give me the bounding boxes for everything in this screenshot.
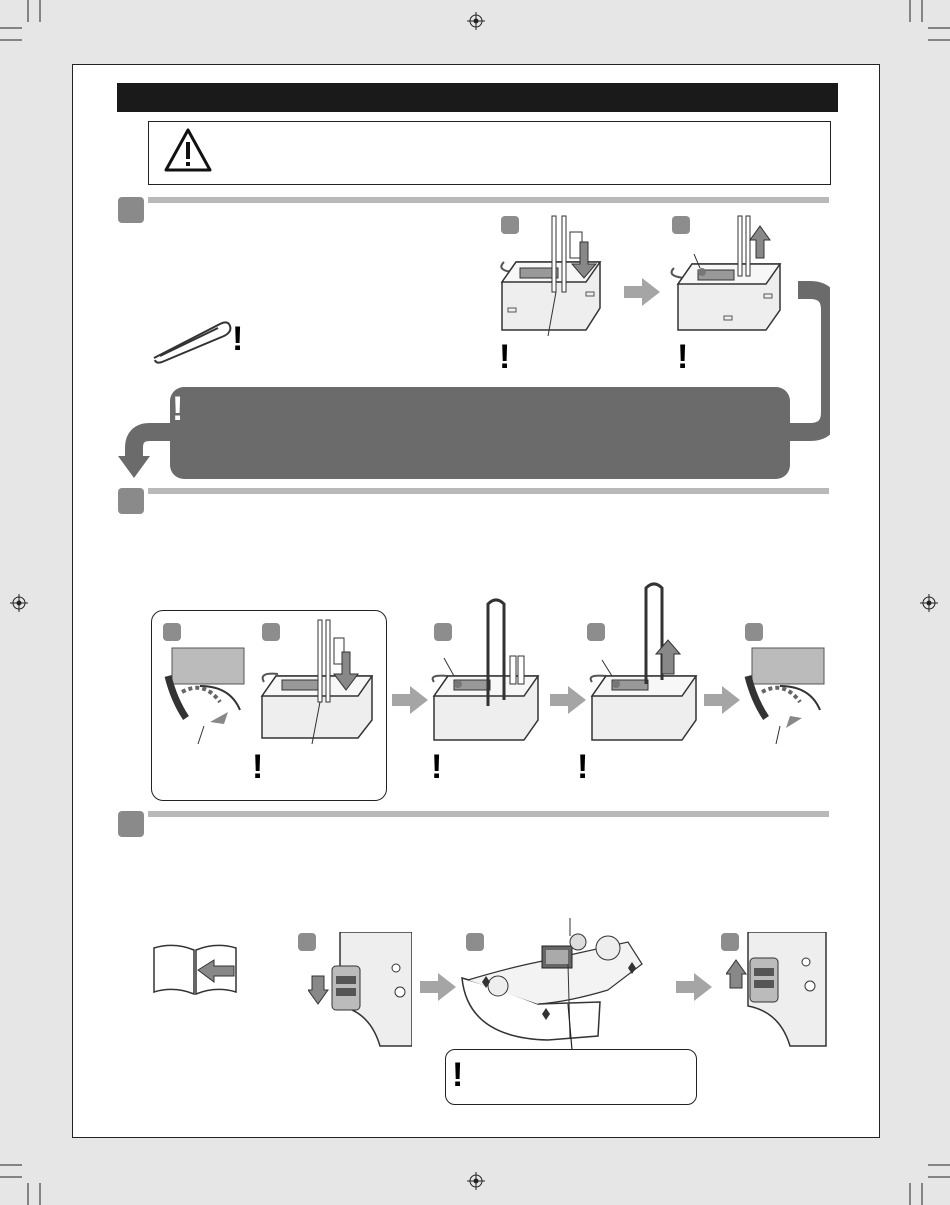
- crosshair-registration-icon: [920, 594, 938, 612]
- rc-car-chassis-illustration: [458, 918, 648, 1048]
- exclamation-icon: !: [499, 338, 511, 376]
- crosshair-registration-icon: [467, 1172, 485, 1190]
- step-badge: [745, 623, 763, 641]
- right-arrow-icon: [550, 686, 586, 714]
- section-2-badge: [118, 488, 144, 514]
- warning-box: [148, 121, 831, 185]
- right-arrow-icon: [392, 686, 428, 714]
- section-3-badge: [118, 811, 144, 837]
- receiver-illustration: [426, 596, 546, 746]
- exclamation-icon: !: [677, 338, 689, 376]
- transmitter-switch-illustration: [726, 932, 830, 1048]
- section-1-rule: [148, 197, 829, 203]
- title-bar: [117, 83, 838, 112]
- receiver-illustration: [584, 580, 704, 746]
- right-arrow-icon: [420, 973, 456, 1001]
- right-arrow-icon: [704, 686, 740, 714]
- exclamation-icon: !: [172, 390, 184, 428]
- section-3-rule: [148, 811, 829, 817]
- section-2-rule: [148, 488, 829, 494]
- exclamation-icon: !: [431, 748, 443, 786]
- step-badge: [163, 623, 181, 641]
- transmitter-trigger-illustration: [740, 646, 828, 746]
- exclamation-icon: !: [252, 748, 264, 786]
- receiver-illustration: [254, 618, 380, 748]
- note-connector: [566, 1004, 582, 1052]
- exclamation-icon: !: [452, 1056, 464, 1094]
- transmitter-trigger-illustration: [160, 646, 246, 746]
- note-box: [445, 1049, 697, 1105]
- crosshair-registration-icon: [467, 12, 485, 30]
- open-book-icon: [150, 942, 240, 996]
- exclamation-icon: !: [232, 320, 244, 358]
- crosshair-registration-icon: [10, 594, 28, 612]
- exclamation-icon: !: [577, 748, 589, 786]
- right-arrow-icon: [676, 973, 712, 1001]
- section-1-badge: [118, 197, 144, 223]
- warning-triangle-icon: [163, 126, 213, 174]
- transmitter-switch-illustration: [308, 932, 412, 1048]
- notice-banner: [170, 387, 790, 479]
